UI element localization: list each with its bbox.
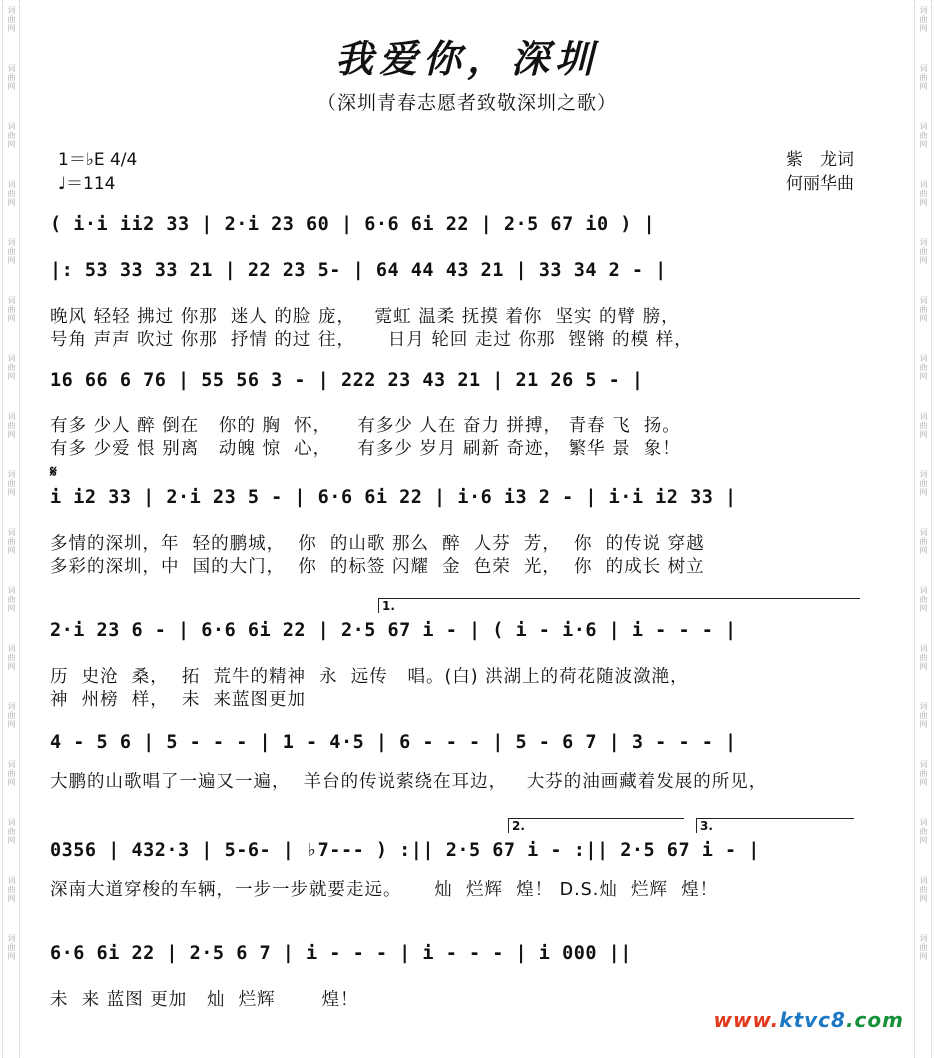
lyric-line: 有多 少人 醉 倒在 你的 胸 怀， 有多少 人在 奋力 拼搏， 青春 飞 扬。 <box>50 416 681 436</box>
song-subtitle: （深圳青春志愿者致敬深圳之歌） <box>316 92 617 114</box>
side-watermark-text: 词曲网 <box>7 760 16 787</box>
side-watermark-text: 词曲网 <box>919 6 928 33</box>
side-watermark-text: 词曲网 <box>919 644 928 671</box>
side-watermark-text: 词曲网 <box>919 412 928 439</box>
side-watermark-text: 词曲网 <box>919 818 928 845</box>
side-watermark-text: 词曲网 <box>7 934 16 961</box>
score-line-intro: ( i·i ii2 33 | 2·i 23 60 | 6·6 6i 22 | 2·5 67 i0 ) | <box>50 214 656 235</box>
side-watermark-text: 词曲网 <box>919 876 928 903</box>
lyric-line: 神 州榜 样， 未 来蓝图更加 <box>50 690 307 710</box>
side-watermark-text: 词曲网 <box>7 296 16 323</box>
lyric-line: 有多 少爱 恨 别离 动魄 惊 心， 有多少 岁月 刷新 奇迹， 繁华 景 象！ <box>50 439 681 459</box>
composer-credit: 何丽华曲 <box>786 174 854 194</box>
lyric-line: 号角 声声 吹过 你那 抒情 的过 往， 日月 轮回 走过 你那 铿锵 的模 样， <box>50 330 693 350</box>
lyric-line: 深南大道穿梭的车辆，一步一步就要走远。 灿 烂辉 煌！ D.S.灿 烂辉 煌！ <box>50 880 719 900</box>
side-watermark-text: 词曲网 <box>7 702 16 729</box>
side-watermark-text: 词曲网 <box>919 296 928 323</box>
side-watermark-text: 词曲网 <box>919 122 928 149</box>
side-watermark-text: 词曲网 <box>7 180 16 207</box>
score-line-4: i i2 33 | 2·i 23 5 - | 6·6 6i 22 | i·6 i3 2 - | i·i i2 33 | <box>50 487 737 508</box>
side-watermark-text: 词曲网 <box>919 586 928 613</box>
right-watermark-strip <box>914 0 932 1058</box>
side-watermark-text: 词曲网 <box>919 470 928 497</box>
lyric-line: 多情的深圳，年 轻的鹏城， 你 的山歌 那么 醉 人芬 芳， 你 的传说 穿越 <box>50 534 705 554</box>
segno-sign: 𝄋 <box>50 462 57 481</box>
volta-bracket-1: 1. <box>378 598 860 613</box>
credits-block <box>786 148 854 196</box>
side-watermark-text: 词曲网 <box>919 180 928 207</box>
score-line-2: |: 53 33 33 21 | 22 23 5- | 64 44 43 21 | 33 34 2 - | <box>50 260 667 281</box>
song-title: 我爱你，深圳 <box>334 36 599 81</box>
site-watermark <box>714 1008 904 1032</box>
lyric-line: 大鹏的山歌唱了一遍又一遍， 羊台的传说萦绕在耳边， 大芬的油画藏着发展的所见， <box>50 772 768 792</box>
watermark-part: www. <box>713 1008 780 1032</box>
lyric-line: 晚风 轻轻 拂过 你那 迷人 的脸 庞， 霓虹 温柔 抚摸 着你 坚实 的臂 膀， <box>50 307 680 327</box>
lyricist-credit: 紫 龙词 <box>786 150 854 170</box>
score-line-8: 6·6 6i 22 | 2·5 6 7 | i - - - | i - - - | i 000 || <box>50 943 632 964</box>
side-watermark-text: 词曲网 <box>7 412 16 439</box>
volta-bracket-3: 3. <box>696 818 854 833</box>
watermark-part: .com <box>845 1008 904 1032</box>
tempo-marking: ♩＝114 <box>58 174 116 194</box>
side-watermark-text: 词曲网 <box>7 528 16 555</box>
side-watermark-text: 词曲网 <box>919 760 928 787</box>
side-watermark-text: 词曲网 <box>7 644 16 671</box>
score-line-3: 16 66 6 76 | 55 56 3 - | 222 23 43 21 | 21 26 5 - | <box>50 370 644 391</box>
score-line-6: 4 - 5 6 | 5 - - - | 1 - 4·5 | 6 - - - | 5 - 6 7 | 3 - - - | <box>50 732 737 753</box>
side-watermark-text: 词曲网 <box>919 238 928 265</box>
key-tempo-block <box>58 148 137 196</box>
volta-bracket-2: 2. <box>508 818 684 833</box>
side-watermark-text: 词曲网 <box>919 354 928 381</box>
side-watermark-text: 词曲网 <box>7 122 16 149</box>
side-watermark-text: 词曲网 <box>7 238 16 265</box>
key-signature: 1＝♭E 4/4 <box>58 150 138 170</box>
side-watermark-text: 词曲网 <box>919 528 928 555</box>
side-watermark-text: 词曲网 <box>919 934 928 961</box>
lyric-line: 未 来 蓝图 更加 灿 烂辉 煌！ <box>50 990 359 1010</box>
side-watermark-text: 词曲网 <box>919 64 928 91</box>
watermark-part: ktvc8 <box>779 1008 846 1032</box>
side-watermark-text: 词曲网 <box>7 818 16 845</box>
side-watermark-text: 词曲网 <box>7 876 16 903</box>
side-watermark-text: 词曲网 <box>919 702 928 729</box>
lyric-line: 多彩的深圳，中 国的大门， 你 的标签 闪耀 金 色荣 光， 你 的成长 树立 <box>50 557 705 577</box>
score-line-5: 2·i 23 6 - | 6·6 6i 22 | 2·5 67 i - | ( i - i·6 | i - - - | <box>50 620 737 641</box>
score-line-7: 0356 | 432·3 | 5-6- | ♭7--- ) :|| 2·5 67 i - :|| 2·5 67 i - | <box>50 840 760 861</box>
side-watermark-text: 词曲网 <box>7 354 16 381</box>
side-watermark-text: 词曲网 <box>7 6 16 33</box>
lyric-line: 历 史沧 桑， 拓 荒牛的精神 永 远传 唱。(白) 洪湖上的荷花随波潋滟， <box>50 667 689 687</box>
side-watermark-text: 词曲网 <box>7 586 16 613</box>
side-watermark-text: 词曲网 <box>7 470 16 497</box>
side-watermark-text: 词曲网 <box>7 64 16 91</box>
left-watermark-strip <box>2 0 20 1058</box>
